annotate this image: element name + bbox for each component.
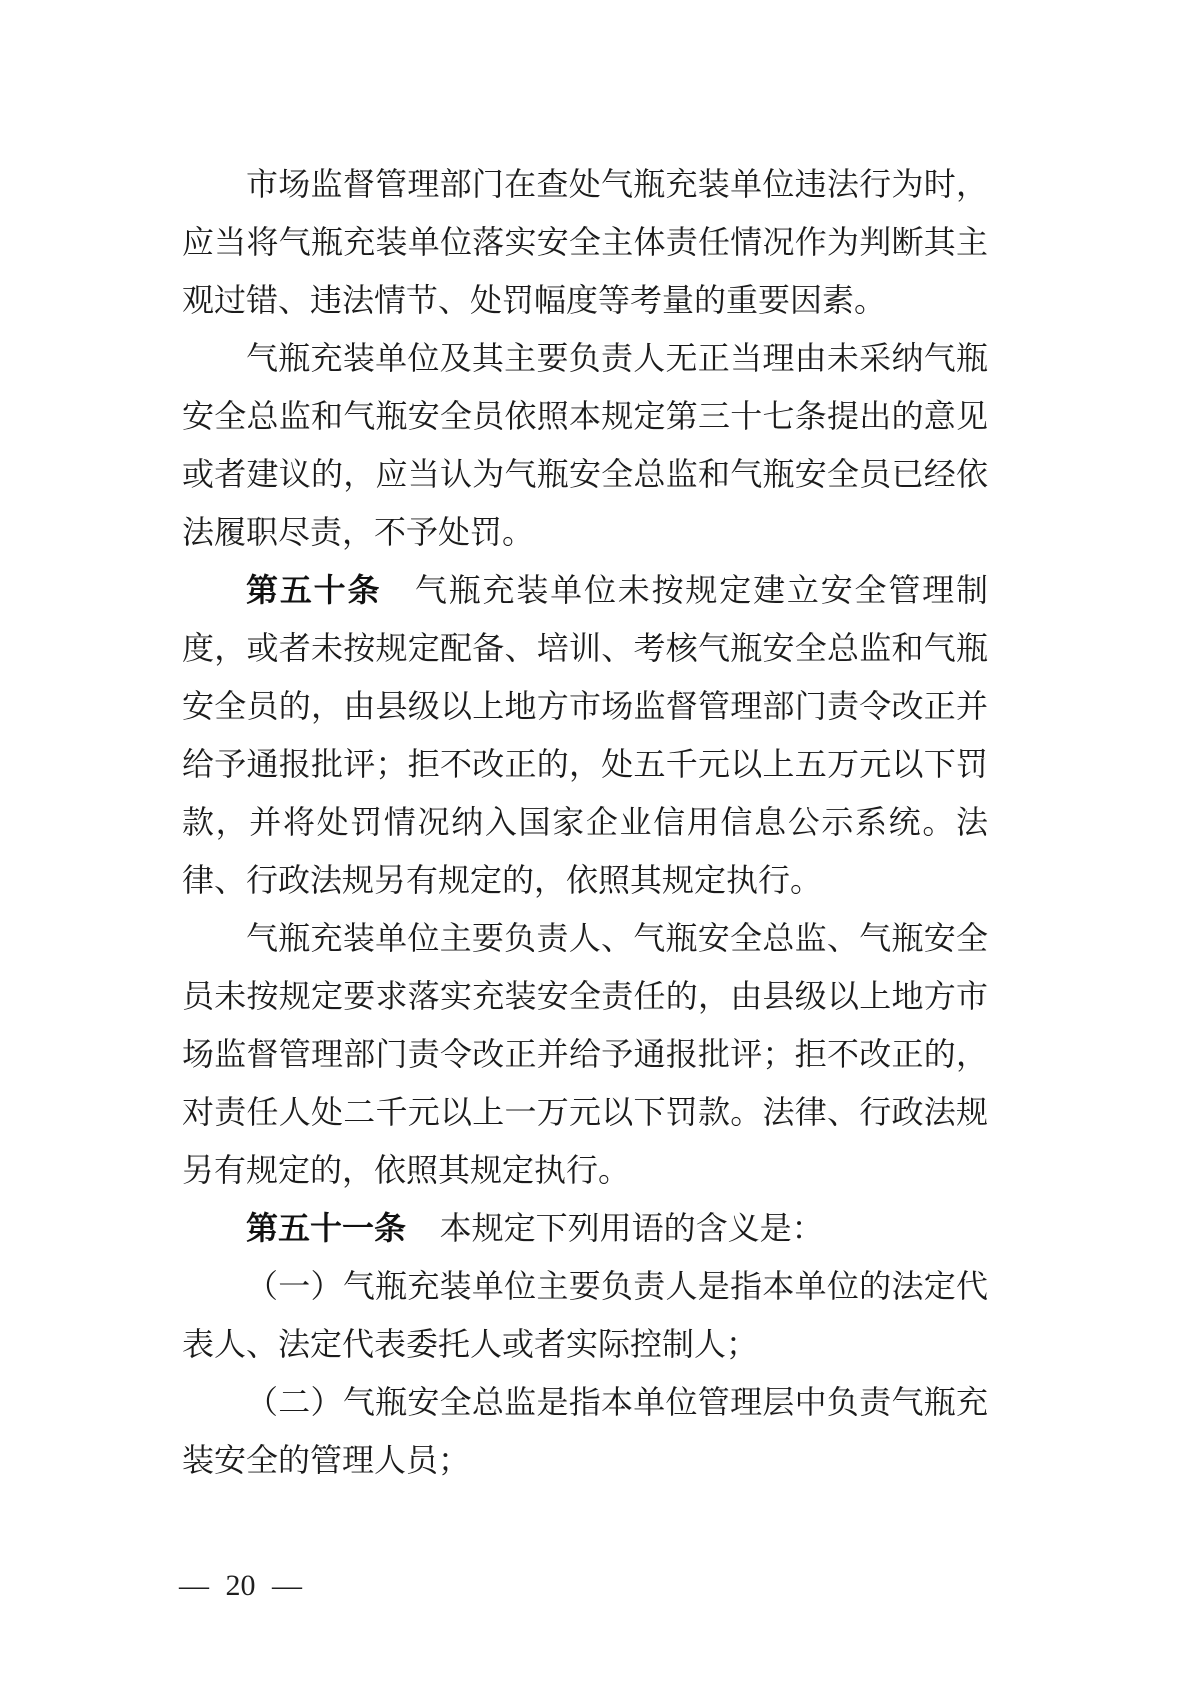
document-body [182,155,988,1489]
article-51-text: 本规定下列用语的含义是： [439,1210,824,1246]
page-number: — 20 — [179,1569,302,1602]
article-50-text: 气瓶充装单位未按规定建立安全管理制度，或者未按规定配备、培训、考核气瓶安全总监和气瓶安全员的，由县级以上地方市场监督管理部门责令改正并给予通报批评；拒不改正的，处五千元以上五万元以下罚款，并将处罚情况纳入国家企业信用信息公示系统。法律、行政法规另有规定的，依照其规定执行。 [182,572,988,898]
article-51-heading: 第五十一条 [246,1210,407,1246]
article-50-heading: 第五十条 [246,572,382,608]
paragraph-article-51 [182,1199,988,1257]
paragraph-responsible-persons-penalty: 气瓶充装单位主要负责人、气瓶安全总监、气瓶安全员未按规定要求落实充装安全责任的，由县级以上地方市场监督管理部门责令改正并给予通报批评；拒不改正的，对责任人处二千元以上一万元以下罚款。法律、行政法规另有规定的，依照其规定执行。 [182,920,988,1188]
paragraph-enforcement-consideration: 市场监督管理部门在查处气瓶充装单位违法行为时，应当将气瓶充装单位落实安全主体责任情况作为判断其主观过错、违法情节、处罚幅度等考量的重要因素。 [182,166,988,318]
paragraph-definition-item-1: （一）气瓶充装单位主要负责人是指本单位的法定代表人、法定代表委托人或者实际控制人； [182,1268,988,1362]
paragraph-definition-item-2: （二）气瓶安全总监是指本单位管理层中负责气瓶充装安全的管理人员； [182,1384,988,1478]
paragraph-article-50 [182,561,988,909]
paragraph-advice-not-adopted: 气瓶充装单位及其主要负责人无正当理由未采纳气瓶安全总监和气瓶安全员依照本规定第三十七条提出的意见或者建议的，应当认为气瓶安全总监和气瓶安全员已经依法履职尽责，不予处罚。 [182,340,988,550]
